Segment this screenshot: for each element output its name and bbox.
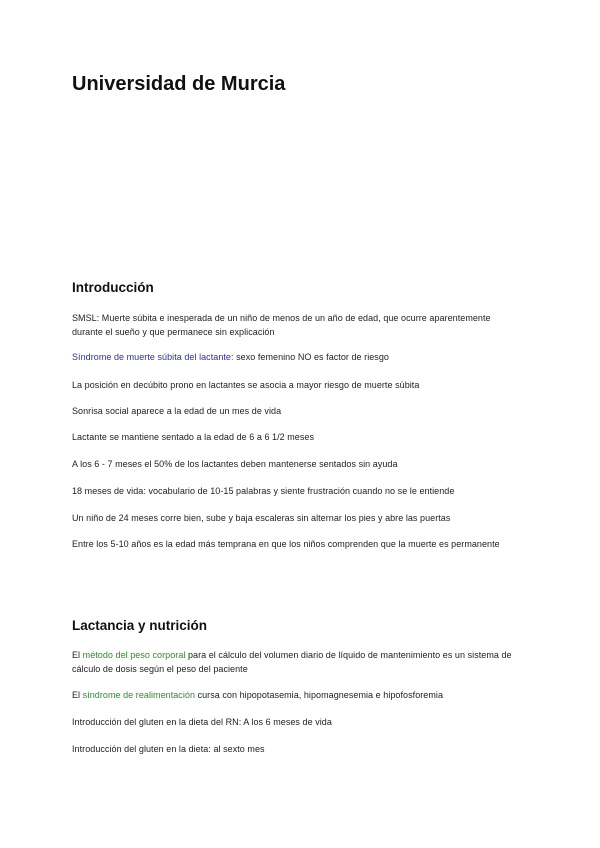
paragraph-gluten-rn: Introducción del gluten en la dieta del RN: A los 6 meses de vida bbox=[72, 717, 332, 727]
paragraph-5-10-anos: Entre los 5-10 años es la edad más temprana en que los niños comprenden que la muerte es permanente bbox=[72, 539, 500, 549]
document-title: Universidad de Murcia bbox=[72, 73, 286, 95]
paragraph-gluten-sexto-mes: Introducción del gluten en la dieta: al sexto mes bbox=[72, 744, 265, 754]
paragraph-realimentacion-prefix: El bbox=[72, 690, 83, 700]
link-metodo-peso-corporal[interactable]: método del peso corporal bbox=[82, 650, 186, 660]
section-heading-introduccion: Introducción bbox=[72, 280, 154, 295]
link-sindrome-muerte-subita[interactable]: Síndrome de muerte súbita del lactante: bbox=[72, 352, 234, 362]
paragraph-18-meses: 18 meses de vida: vocabulario de 10-15 palabras y siente frustración cuando no se le entiende bbox=[72, 486, 455, 496]
paragraph-realimentacion-text: cursa con hipopotasemia, hipomagnesemia e hipofosforemia bbox=[195, 690, 444, 700]
paragraph-sonrisa-social: Sonrisa social aparece a la edad de un mes de vida bbox=[72, 406, 282, 416]
paragraph-smsl-definition: SMSL: Muerte súbita e inesperada de un niño de menos de un año de edad, que ocurre aparentemente durante el sueño y que permanece sin explicación bbox=[72, 313, 491, 337]
paragraph-24-meses: Un niño de 24 meses corre bien, sube y baja escaleras sin alternar los pies y abre las puertas bbox=[72, 513, 451, 523]
paragraph-6-7-meses: A los 6 - 7 meses el 50% de los lactantes deben mantenerse sentados sin ayuda bbox=[72, 459, 398, 469]
section-heading-lactancia-nutricion: Lactancia y nutrición bbox=[72, 618, 208, 633]
paragraph-sids-risk bbox=[72, 350, 522, 364]
paragraph-sids-risk-text: sexo femenino NO es factor de riesgo bbox=[233, 352, 389, 362]
paragraph-peso-text: para el cálculo del volumen diario de líquido de mantenimiento es un sistema de cálculo de dosis según el peso del paciente bbox=[72, 650, 512, 674]
paragraph-peso-corporal bbox=[72, 648, 522, 676]
link-sindrome-realimentacion[interactable]: síndrome de realimentación bbox=[82, 690, 196, 700]
paragraph-lactante-sentado: Lactante se mantiene sentado a la edad de 6 a 6 1/2 meses bbox=[72, 432, 315, 442]
paragraph-peso-prefix: El bbox=[72, 650, 83, 660]
paragraph-realimentacion bbox=[72, 688, 522, 702]
paragraph-decubito-prono: La posición en decúbito prono en lactantes se asocia a mayor riesgo de muerte súbita bbox=[72, 380, 420, 390]
